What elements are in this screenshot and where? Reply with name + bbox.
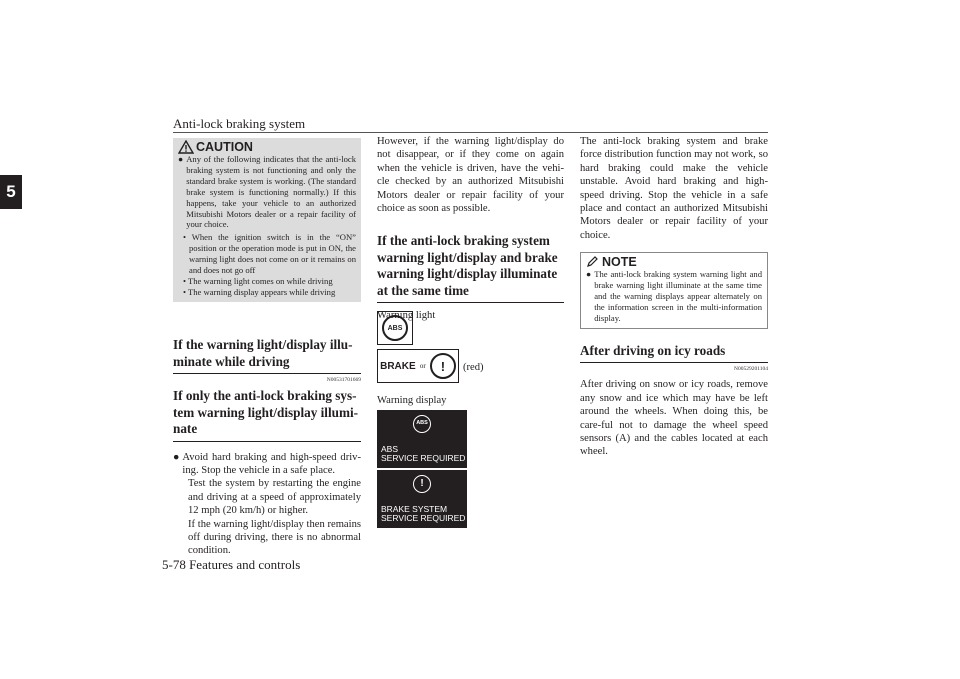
pencil-note-icon xyxy=(586,256,598,268)
chapter-tab: 5 xyxy=(0,175,22,209)
paragraph: Test the system by restarting the engine and driving at a speed of approximately 12 mph (20 km/h) or higher. xyxy=(188,478,361,517)
abs-warning-lamp xyxy=(377,311,413,345)
section-heading: If the anti-lock braking system warning light/display and brake warning light/display illuminate at the same time xyxy=(377,233,564,303)
section-code: N00529201104 xyxy=(733,366,768,373)
bullet-icon: ● xyxy=(178,154,184,164)
note-box xyxy=(580,252,768,329)
section-code: N00531701669 xyxy=(326,377,361,383)
abs-icon xyxy=(382,315,408,341)
section-heading: If only the anti-lock braking sys-tem warning light/display illumi-nate xyxy=(173,388,361,442)
caution-item: • The warning light comes on while driving xyxy=(183,275,333,286)
warning-light-label: Warning light xyxy=(377,310,436,322)
note-header xyxy=(586,255,762,269)
section-heading: If the warning light/display illu-minate while driving xyxy=(173,337,361,374)
caution-item: • The warning display appears while driving xyxy=(183,286,336,297)
brake-lamp-text: BRAKE xyxy=(380,360,416,372)
or-text: or xyxy=(419,362,426,370)
paragraph: The anti-lock braking system and brake force distribution function may not work, so hard braking could make the vehicle unstable. Avoid hard braking and high-speed driving. Stop the vehicle in a safe place and contact an authorized Mitsubishi Motors dealer or repair facility of your choice. xyxy=(580,136,768,241)
display-line: BRAKE SYSTEM xyxy=(381,504,448,514)
abs-icon xyxy=(413,415,431,433)
paragraph: After driving on snow or icy roads, remove any snow and ice which may have be left around the wheels. When doing this, be care-ful not to damage the wheel speed sensors (A) and the cables located at each wheel. xyxy=(580,379,768,458)
caution-label: CAUTION xyxy=(196,140,253,154)
warning-display-label: Warning display xyxy=(377,395,447,406)
header-rule xyxy=(173,132,768,133)
brake-warning-lamp xyxy=(377,349,459,383)
exclamation-text: ! xyxy=(440,358,446,374)
caution-text: Any of the following indicates that the anti-lock braking system is not functioning and only the standard brake system is working. (The standard brake system is functioning normally.) If this happens, take your vehicle to an authorized Mitsubishi Motors dealer or a repair facility of your choice. xyxy=(186,154,356,230)
abs-lamp-text: ABS xyxy=(387,324,403,332)
section-heading: After driving on icy roads xyxy=(580,343,768,364)
caution-header xyxy=(178,140,356,154)
exclamation-icon xyxy=(430,353,456,379)
caution-box xyxy=(173,138,361,302)
bullet-icon: ● xyxy=(173,451,180,463)
display-line: ABS xyxy=(381,444,399,454)
bullet-icon: ● xyxy=(586,269,592,280)
bullet-text: Avoid hard braking and high-speed driv-ing. Stop the vehicle in a safe place. xyxy=(182,451,361,476)
abs-service-display xyxy=(377,410,467,468)
warning-triangle-icon xyxy=(178,140,194,154)
caution-item: • When the ignition switch is in the “ON” position or the operation mode is put in ON, the warning light does not come on or it remains on and does not go off xyxy=(183,232,356,276)
note-bullet xyxy=(586,269,762,324)
display-line: SERVICE REQUIRED xyxy=(381,513,466,523)
caution-bullet xyxy=(178,154,356,230)
abs-display-icon-text: ABS xyxy=(416,420,428,427)
page-footer: 5-78 Features and controls xyxy=(162,557,301,572)
display-line: SERVICE REQUIRED xyxy=(381,453,466,463)
paragraph: However, if the warning light/display do not disappear, or if they come on again when the vehicle is driven, have the vehi-cle checked by an authorized Mitsubishi Motors dealer or repair facility of your choice as soon as possible. xyxy=(377,136,564,215)
brake-service-display xyxy=(377,470,467,528)
note-label: NOTE xyxy=(602,255,637,270)
running-header: Anti-lock braking system xyxy=(173,116,306,131)
exclamation-display-text: ! xyxy=(420,478,424,490)
note-text: The anti-lock braking system warning light and brake warning light illuminate at the same time and the warning displays appear alternately on the information screen in the multi-information display. xyxy=(594,269,762,323)
red-label: (red) xyxy=(463,362,484,373)
paragraph: If the warning light/display then remains off during driving, there is no abnormal condition. xyxy=(188,518,361,557)
section-bullet xyxy=(173,451,361,478)
exclamation-icon xyxy=(413,475,431,493)
